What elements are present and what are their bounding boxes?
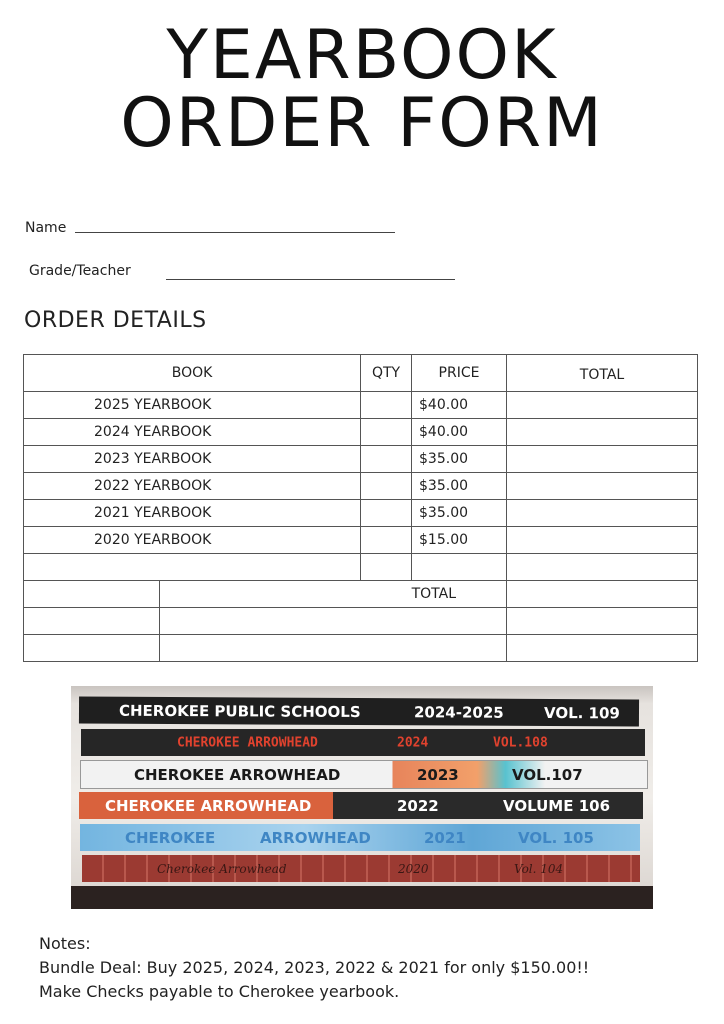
blank-cell[interactable] xyxy=(24,581,160,608)
table-row xyxy=(24,500,698,527)
total-label: TOTAL xyxy=(160,581,507,608)
table-row xyxy=(24,527,698,554)
blank-cell[interactable] xyxy=(507,635,698,662)
spine-text: Cherokee Arrowhead xyxy=(157,861,287,876)
book-cell: 2024 YEARBOOK xyxy=(24,419,361,446)
book-cell: 2021 YEARBOOK xyxy=(24,500,361,527)
title-line-1: YEARBOOK xyxy=(166,16,558,95)
notes-section xyxy=(39,932,589,1004)
spine-text: VOLUME 106 xyxy=(503,796,611,815)
qty-input[interactable] xyxy=(361,473,412,500)
blank-cell[interactable] xyxy=(507,554,698,581)
header-price: PRICE xyxy=(412,355,507,392)
table-header-row xyxy=(24,355,698,392)
spine-text: CHEROKEE PUBLIC SCHOOLS xyxy=(118,701,361,721)
book-cell: 2023 YEARBOOK xyxy=(24,446,361,473)
blank-cell[interactable] xyxy=(361,554,412,581)
table-row xyxy=(24,473,698,500)
notes-label: Notes: xyxy=(39,934,91,953)
grand-total-input[interactable] xyxy=(507,581,698,608)
spine-text: 2022 xyxy=(397,796,439,815)
yearbook-spine-2024 xyxy=(81,729,645,756)
spine-text: 2024-2025 xyxy=(413,702,504,722)
blank-cell[interactable] xyxy=(160,635,507,662)
price-cell: $40.00 xyxy=(412,419,507,446)
yearbook-spine-2022 xyxy=(79,792,643,819)
row-total-input[interactable] xyxy=(507,419,698,446)
spine-text: ARROWHEAD xyxy=(260,828,371,847)
table-surface xyxy=(71,886,653,909)
blank-cell[interactable] xyxy=(412,554,507,581)
spine-text: CHEROKEE ARROWHEAD xyxy=(177,735,318,750)
header-qty: QTY xyxy=(361,355,412,392)
row-total-input[interactable] xyxy=(507,446,698,473)
price-cell: $40.00 xyxy=(412,392,507,419)
price-cell: $15.00 xyxy=(412,527,507,554)
header-book: BOOK xyxy=(24,355,361,392)
qty-input[interactable] xyxy=(361,500,412,527)
row-total-input[interactable] xyxy=(507,392,698,419)
table-row-blank xyxy=(24,608,698,635)
qty-input[interactable] xyxy=(361,419,412,446)
qty-input[interactable] xyxy=(361,527,412,554)
blank-cell[interactable] xyxy=(160,608,507,635)
table-row xyxy=(24,419,698,446)
order-table xyxy=(23,354,698,662)
grade-teacher-label: Grade/Teacher xyxy=(29,263,131,279)
spine-text: 2021 xyxy=(424,828,466,847)
spine-text: CHEROKEE ARROWHEAD xyxy=(105,796,312,815)
name-field[interactable] xyxy=(75,232,395,233)
spine-text: VOL.108 xyxy=(493,735,548,750)
spine-text: 2024 xyxy=(397,735,429,750)
price-cell: $35.00 xyxy=(412,473,507,500)
spine-text: VOL.107 xyxy=(512,765,583,784)
table-row-blank xyxy=(24,554,698,581)
table-row xyxy=(24,446,698,473)
checks-note: Make Checks payable to Cherokee yearbook. xyxy=(39,982,400,1001)
header-total: TOTAL xyxy=(507,355,698,392)
row-total-input[interactable] xyxy=(507,500,698,527)
blank-cell[interactable] xyxy=(24,635,160,662)
yearbook-spine-2023 xyxy=(80,760,648,789)
yearbook-spine-2020 xyxy=(82,855,640,882)
row-total-input[interactable] xyxy=(507,527,698,554)
book-cell: 2025 YEARBOOK xyxy=(24,392,361,419)
blank-cell[interactable] xyxy=(24,554,361,581)
yearbook-spine-2025 xyxy=(79,697,639,727)
bundle-deal-note: Bundle Deal: Buy 2025, 2024, 2023, 2022 & 2021 for only $150.00!! xyxy=(39,958,590,977)
table-row-blank xyxy=(24,635,698,662)
book-cell: 2020 YEARBOOK xyxy=(24,527,361,554)
title-line-2: ORDER FORM xyxy=(120,84,604,163)
yearbook-stack-photo xyxy=(71,686,653,909)
spine-text: 2023 xyxy=(417,765,459,784)
blank-cell[interactable] xyxy=(24,608,160,635)
spine-text: Vol. 104 xyxy=(514,861,564,876)
blank-cell[interactable] xyxy=(507,608,698,635)
qty-input[interactable] xyxy=(361,446,412,473)
grade-teacher-field[interactable] xyxy=(166,279,455,280)
qty-input[interactable] xyxy=(361,392,412,419)
price-cell: $35.00 xyxy=(412,446,507,473)
order-details-heading: ORDER DETAILS xyxy=(24,308,207,333)
table-row xyxy=(24,392,698,419)
spine-text: CHEROKEE ARROWHEAD xyxy=(134,765,341,784)
spine-text: 2020 xyxy=(398,861,429,876)
book-cell: 2022 YEARBOOK xyxy=(24,473,361,500)
yearbook-spine-2021 xyxy=(80,824,640,851)
spine-text: VOL. 109 xyxy=(543,703,620,722)
total-row xyxy=(24,581,698,608)
form-title xyxy=(0,16,724,163)
price-cell: $35.00 xyxy=(412,500,507,527)
row-total-input[interactable] xyxy=(507,473,698,500)
spine-text: VOL. 105 xyxy=(518,828,594,847)
spine-text: CHEROKEE xyxy=(125,828,216,847)
name-label: Name xyxy=(25,220,67,236)
